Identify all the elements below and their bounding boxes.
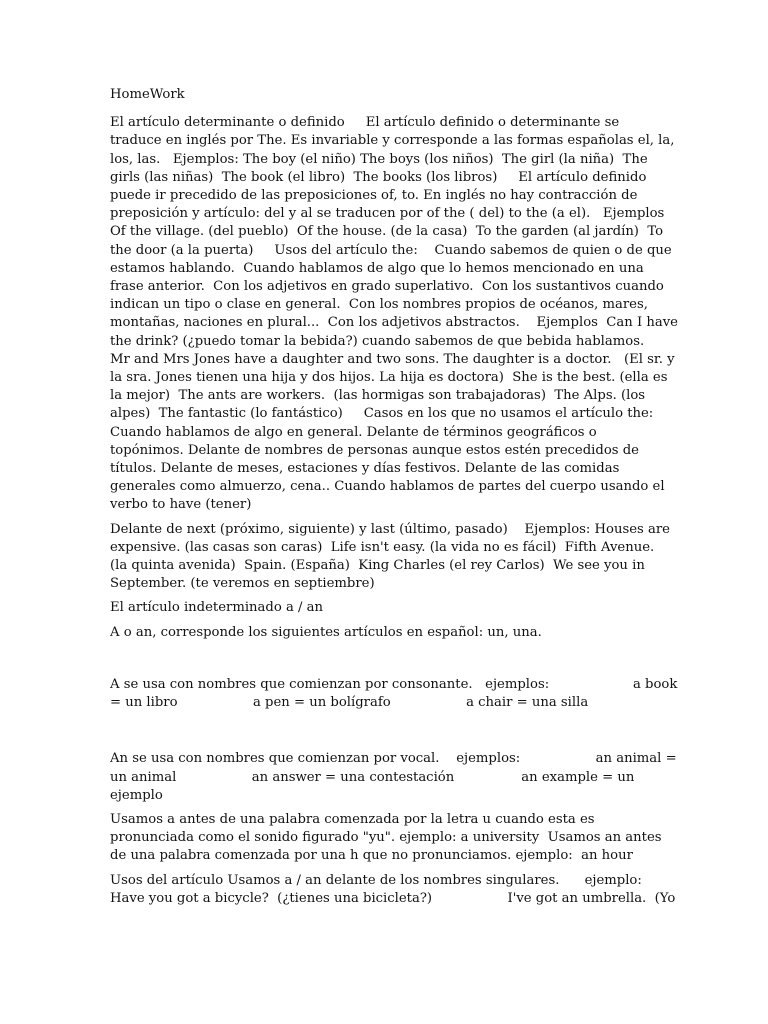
paragraph-a-usage [110,676,678,712]
text-line: girls (las niñas) The book (el libro) The books (los libros) El artículo definido [110,169,647,185]
text-line: preposición y artículo: del y al se traducen por of the ( del) to the (a el). Ejemplos [110,206,665,222]
text-line: los, las. Ejemplos: The boy (el niño) The boys (los niños) The girl (la niña) The [110,151,648,167]
text-line: the drink? (¿puedo tomar la bebida?) cuando sabemos de que bebida hablamos. [110,333,645,349]
text-line: = un libro a pen = un bolígrafo a chair = una silla [110,695,589,711]
text-line: traduce en inglés por The. Es invariable y corresponde a las formas españolas el, la, [110,133,675,149]
text-line: generales como almuerzo, cena.. Cuando hablamos de partes del cuerpo usando el [110,479,665,495]
paragraph-a-an-singular [110,872,676,908]
text-line: indican un tipo o clase en general. Con los nombres propios de océanos, mares, [110,297,648,313]
paragraph-definite-article [110,114,678,514]
text-line: verbo to have (tener) [110,497,252,513]
text-line: the door (a la puerta) Usos del artículo the: Cuando sabemos de quien o de que [110,242,672,258]
text-line: September. (te veremos en septiembre) [110,576,375,592]
document-title: HomeWork [110,87,185,102]
text-line: topónimos. Delante de nombres de personas aunque estos estén precedidos de [110,442,639,458]
document-page [110,86,678,908]
text-line: pronunciada como el sonido figurado "yu". ejemplo: a university Usamos an antes [110,830,662,846]
paragraph-next-last [110,521,670,594]
text-line: un animal an answer = una contestación an example = un [110,769,635,785]
text-line: puede ir precedido de las preposiciones of, to. En inglés no hay contracción de [110,188,638,204]
text-line: de una palabra comenzada por una h que no pronunciamos. ejemplo: an hour [110,848,633,864]
text-line: montañas, naciones en plural... Con los adjetivos abstractos. Ejemplos Can I have [110,315,678,331]
text-line: Mr and Mrs Jones have a daughter and two sons. The daughter is a doctor. (El sr. y [110,351,675,367]
paragraph-an-usage [110,750,677,805]
text-line: Usos del artículo Usamos a / an delante de los nombres singulares. ejemplo: [110,872,642,888]
text-line: Usamos a antes de una palabra comenzada por la letra u cuando esta es [110,811,595,827]
text-line: A o an, corresponde los siguientes artículos en español: un, una. [110,624,542,640]
text-line: la mejor) The ants are workers. (las hormigas son trabajadoras) The Alps. (los [110,388,646,404]
text-line: Delante de next (próximo, siguiente) y last (último, pasado) Ejemplos: Houses are [110,521,670,537]
paragraph-u-h-rules [110,811,660,866]
text-line: estamos hablando. Cuando hablamos de algo que lo hemos mencionado en una [110,260,644,276]
text-line: (la quinta avenida) Spain. (España) King Charles (el rey Carlos) We see you in [110,558,645,574]
text-line: A se usa con nombres que comienzan por consonante. ejemplos: a book [110,676,678,692]
text-line: Cuando hablamos de algo en general. Delante de términos geográficos o [110,424,597,440]
text-line: frase anterior. Con los adjetivos en grado superlativo. Con los sustantivos cuando [110,279,664,295]
paragraph-a-an-intro [110,624,660,642]
text-line: la sra. Jones tienen una hija y dos hijos. La hija es doctora) She is the best. (ella es [110,370,668,386]
text-line: títulos. Delante de meses, estaciones y días festivos. Delante de las comidas [110,461,620,477]
text-line: An se usa con nombres que comienzan por vocal. ejemplos: an animal = [110,751,677,767]
section-heading-indefinite-article [110,599,660,617]
text-line: Of the village. (del pueblo) Of the house. (de la casa) To the garden (al jardín) To [110,224,664,240]
text-line: ejemplo [110,787,163,803]
text-line: El artículo indeterminado a / an [110,600,324,616]
text-line: Have you got a bicycle? (¿tienes una bicicleta?) I've got an umbrella. (Yo [110,890,676,906]
text-line: alpes) The fantastic (lo fantástico) Casos en los que no usamos el artículo the: [110,406,654,422]
text-line: expensive. (las casas son caras) Life isn't easy. (la vida no es fácil) Fifth Avenue. [110,539,655,555]
text-line: El artículo determinante o definido El artículo definido o determinante se [110,115,620,131]
